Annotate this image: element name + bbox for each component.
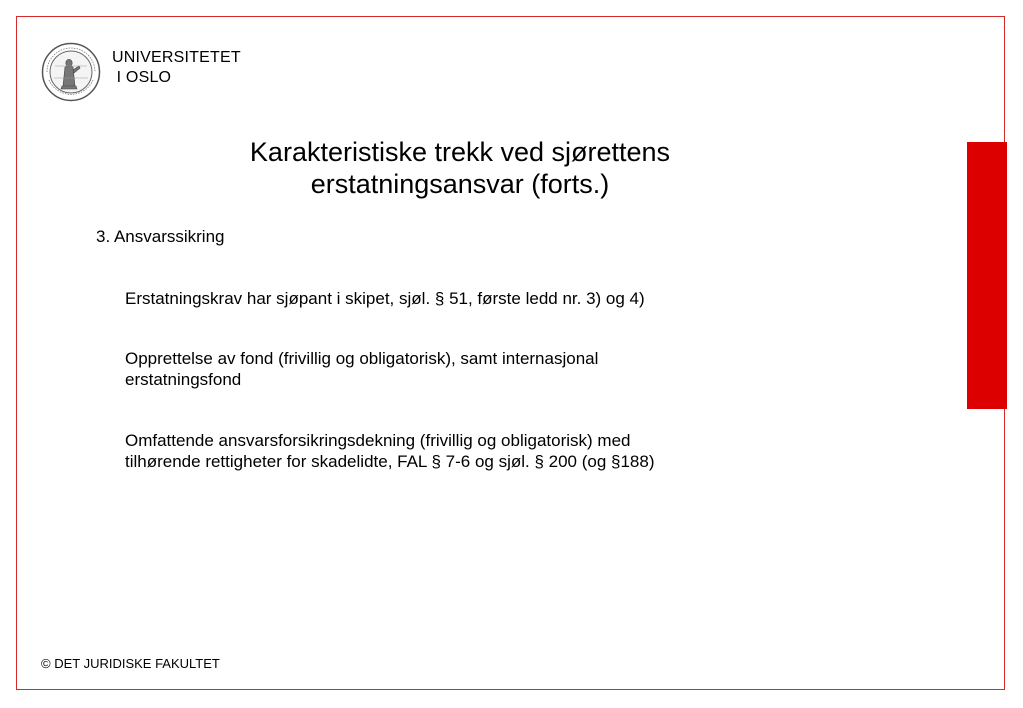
section-heading: 3. Ansvarssikring: [96, 227, 225, 246]
institution-name-line2: I OSLO: [112, 69, 172, 86]
institution-name: [112, 48, 241, 88]
slide-title: [160, 136, 760, 200]
university-seal-icon: [41, 42, 101, 102]
footer-copyright: © DET JURIDISKE FAKULTET: [41, 656, 220, 671]
bullet-point: [125, 288, 845, 309]
bullet-point-text: Erstatningskrav har sjøpant i skipet, sjøl. § 51, første ledd nr. 3) og 4): [125, 289, 645, 308]
bullet-point-text: erstatningsfond: [125, 370, 242, 389]
bullet-point-text: Opprettelse av fond (frivillig og obligatorisk), samt internasjonal: [125, 349, 599, 368]
slide-title-line2: erstatningsansvar (forts.): [310, 169, 610, 199]
bullet-point-text: tilhørende rettigheter for skadelidte, FAL § 7-6 og sjøl. § 200 (og §188): [125, 452, 655, 471]
slide-title-line1: Karakteristiske trekk ved sjørettens: [249, 137, 671, 167]
bullet-point: [125, 430, 845, 472]
bullet-point: [125, 348, 845, 390]
bullet-point-text: Omfattende ansvarsforsikringsdekning (frivillig og obligatorisk) med: [125, 431, 631, 450]
accent-bar: [967, 142, 1007, 409]
institution-name-line1: UNIVERSITETET: [112, 49, 241, 66]
